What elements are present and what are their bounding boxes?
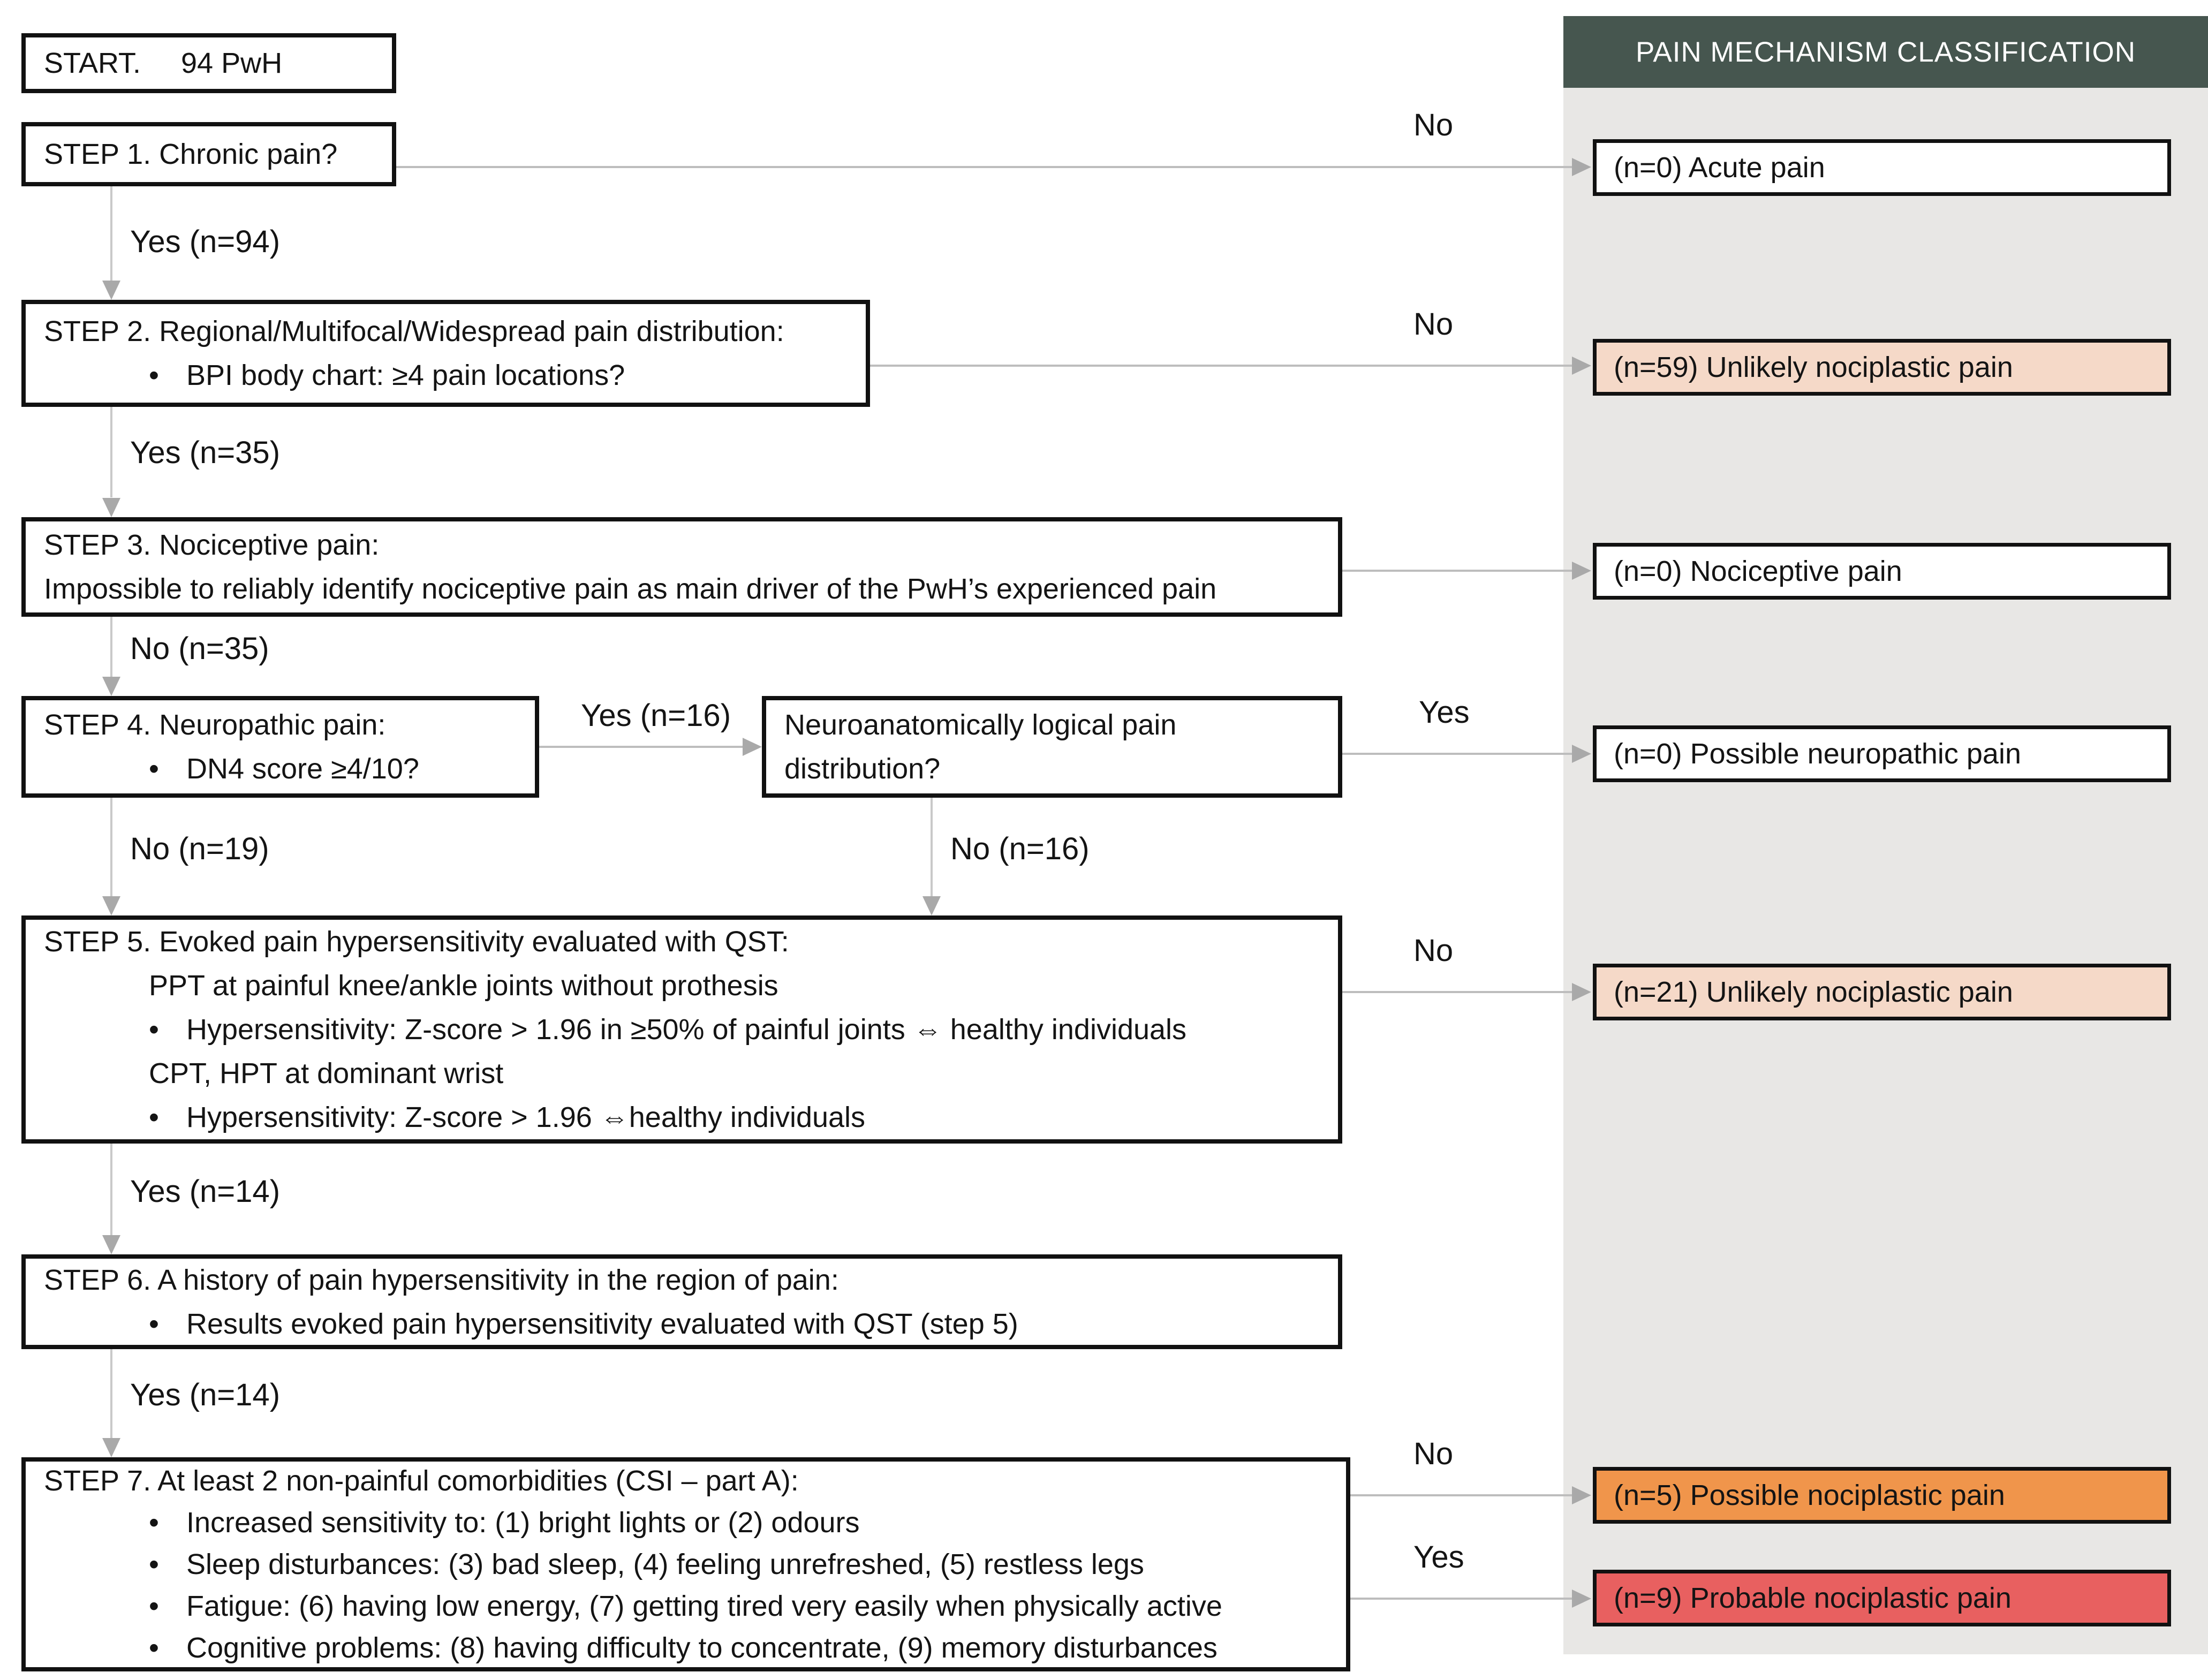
arrowhead-step2-unlikely59-icon [1572, 357, 1591, 375]
step7-bullet-3: • Fatigue: (6) having low energy, (7) getting tired very easily when physically active [44, 1585, 1341, 1627]
step7-box [21, 1457, 1350, 1671]
step1-title: STEP 1. Chronic pain? [44, 138, 338, 170]
arrowhead-step3-step4-icon [102, 677, 120, 696]
label-step7-yes: Yes [1413, 1540, 1464, 1575]
label-step4-no: No (n=19) [130, 831, 269, 866]
arrowhead-step7-possible-icon [1572, 1486, 1591, 1504]
start-box [21, 33, 396, 93]
arrowhead-neuro-neuropathic-icon [1572, 745, 1591, 763]
arrowhead-step2-step3-icon [102, 498, 120, 517]
label-step6-yes: Yes (n=14) [130, 1378, 281, 1412]
connector-step3-nociceptive [1342, 570, 1572, 572]
label-step5-yes: Yes (n=14) [130, 1174, 281, 1209]
step3-box [21, 517, 1342, 617]
step5-bullet-1: • Hypersensitivity: Z-score > 1.96 in ≥50% of painful joints ⇔ healthy individuals [44, 1008, 1333, 1051]
step1-box [21, 122, 396, 186]
result-probable-nociplastic: (n=9) Probable nociplastic pain [1593, 1570, 2171, 1626]
label-step1-yes: Yes (n=94) [130, 224, 281, 259]
neuroanatomical-box [762, 696, 1342, 798]
arrowhead-step4-step5-icon [102, 896, 120, 915]
neuroanatomical-line-2: distribution? [784, 753, 941, 785]
label-neuro-no: No (n=16) [950, 831, 1090, 866]
arrowhead-step7-probable-icon [1572, 1590, 1591, 1608]
step4-box [21, 696, 539, 798]
connector-neuro-step5 [931, 798, 933, 896]
label-step2-no: No [1413, 307, 1454, 342]
result-unlikely-nociplastic-21: (n=21) Unlikely nociplastic pain [1593, 964, 2171, 1020]
arrowhead-step4-neuro-icon [743, 738, 762, 756]
result-acute-pain: (n=0) Acute pain [1593, 139, 2171, 196]
result-nociceptive-pain: (n=0) Nociceptive pain [1593, 543, 2171, 600]
step2-bullet-1: • BPI body chart: ≥4 pain locations? [44, 353, 860, 397]
panel-title: PAIN MECHANISM CLASSIFICATION [1635, 36, 2136, 68]
label-neuro-yes: Yes [1419, 695, 1470, 730]
start-value: 94 PwH [181, 47, 283, 79]
arrowhead-neuro-step5-icon [922, 896, 941, 915]
step7-bullet-1: • Increased sensitivity to: (1) bright lights or (2) odours [44, 1502, 1341, 1543]
arrowhead-step1-acute-icon [1572, 158, 1591, 176]
step3-line-2: Impossible to reliably identify nociceptive pain as main driver of the PwH’s experienced pain [44, 573, 1217, 605]
result-possible-nociplastic: (n=5) Possible nociplastic pain [1593, 1467, 2171, 1524]
connector-step2-step3 [110, 407, 112, 497]
step5-box [21, 915, 1342, 1144]
arrowhead-step5-step6-icon [102, 1235, 120, 1254]
connector-step4-neuro [539, 746, 743, 748]
label-step5-no: No [1413, 933, 1454, 968]
step6-box [21, 1254, 1342, 1349]
step6-bullet-1: • Results evoked pain hypersensitivity evaluated with QST (step 5) [44, 1302, 1333, 1346]
arrowhead-step5-unlikely21-icon [1572, 983, 1591, 1001]
arrowhead-step6-step7-icon [102, 1438, 120, 1457]
connector-step5-step6 [110, 1144, 112, 1235]
arrowhead-step1-step2-icon [102, 281, 120, 300]
step3-title: STEP 3. Nociceptive pain: [44, 529, 380, 561]
connector-step6-step7 [110, 1349, 112, 1438]
step2-box [21, 300, 870, 407]
step5-sub-2: CPT, HPT at dominant wrist [149, 1057, 504, 1089]
classification-panel-header [1563, 16, 2208, 88]
step7-bullet-2: • Sleep disturbances: (3) bad sleep, (4) feeling unrefreshed, (5) restless legs [44, 1543, 1341, 1585]
step7-bullet-4: • Cognitive problems: (8) having difficulty to concentrate, (9) memory disturbances [44, 1627, 1341, 1669]
connector-step4-step5 [110, 798, 112, 896]
arrowhead-step3-nociceptive-icon [1572, 562, 1591, 580]
connector-step1-step2 [110, 186, 112, 281]
step6-title: STEP 6. A history of pain hypersensitivity in the region of pain: [44, 1263, 839, 1296]
start-box-text [44, 41, 387, 85]
label-step3-no: No (n=35) [130, 631, 269, 666]
connector-step7-probable [1350, 1598, 1572, 1600]
step2-title: STEP 2. Regional/Multifocal/Widespread pain distribution: [44, 315, 784, 347]
connector-step3-step4 [110, 617, 112, 677]
classification-panel [1563, 16, 2208, 1654]
label-step1-no: No [1413, 108, 1454, 142]
connector-step7-possible [1350, 1494, 1572, 1496]
step4-title: STEP 4. Neuropathic pain: [44, 709, 386, 741]
connector-neuro-neuropathic [1342, 753, 1572, 755]
start-label: START. [44, 47, 141, 79]
connector-step1-acute [396, 166, 1572, 168]
label-step2-yes: Yes (n=35) [130, 435, 281, 470]
connector-step5-unlikely21 [1342, 991, 1572, 993]
neuroanatomical-line-1: Neuroanatomically logical pain [784, 709, 1177, 741]
label-step4-yes: Yes (n=16) [581, 698, 731, 733]
step7-title: STEP 7. At least 2 non-painful comorbidities (CSI – part A): [44, 1465, 799, 1497]
connector-step2-unlikely59 [870, 365, 1572, 367]
step4-bullet-1: • DN4 score ≥4/10? [44, 747, 530, 791]
step5-title: STEP 5. Evoked pain hypersensitivity evaluated with QST: [44, 926, 789, 958]
step5-bullet-2: • Hypersensitivity: Z-score > 1.96 ⇔healthy individuals [44, 1095, 1333, 1139]
step5-sub-1: PPT at painful knee/ankle joints without prothesis [149, 970, 778, 1002]
result-unlikely-nociplastic-59: (n=59) Unlikely nociplastic pain [1593, 339, 2171, 396]
result-possible-neuropathic: (n=0) Possible neuropathic pain [1593, 725, 2171, 782]
label-step7-no: No [1413, 1436, 1454, 1471]
